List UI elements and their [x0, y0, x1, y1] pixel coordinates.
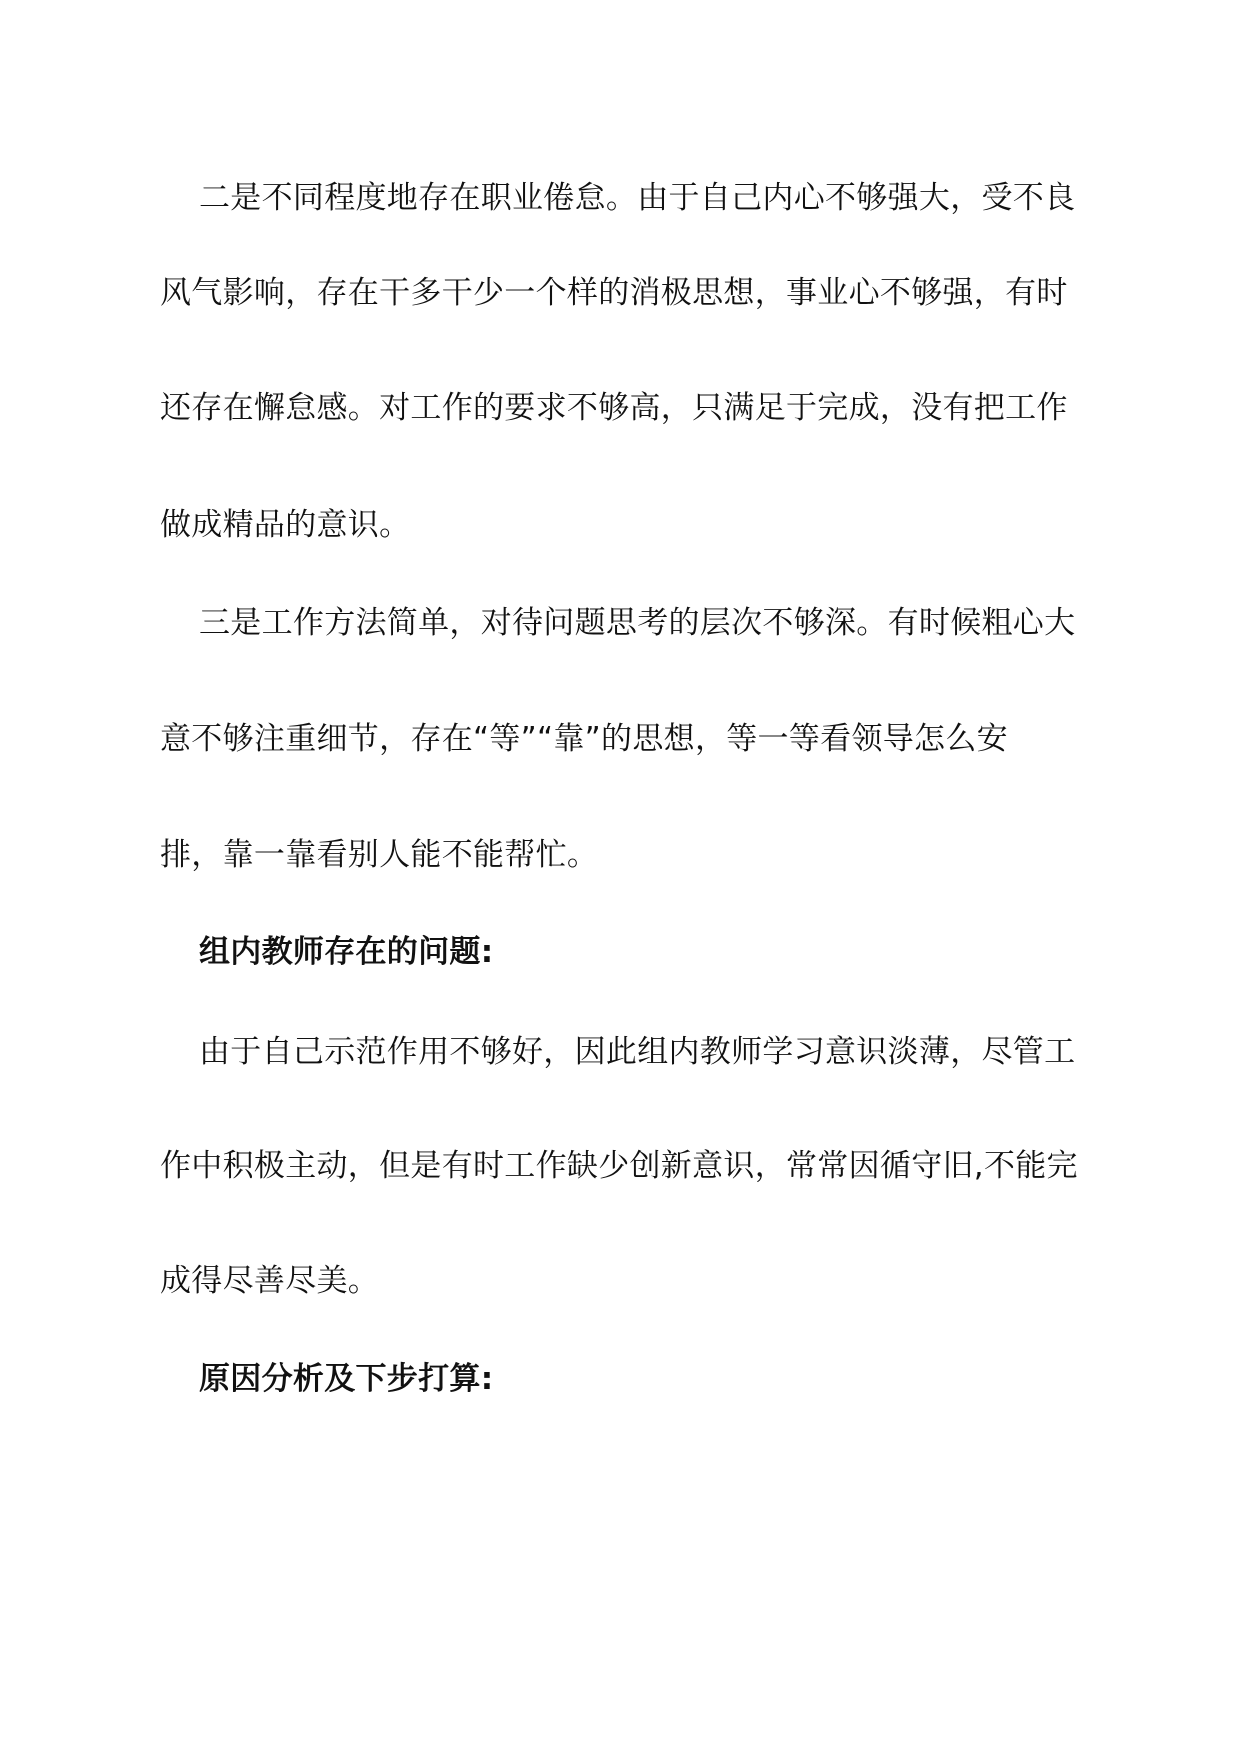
paragraph-line: 二是不同程度地存在职业倦怠。由于自己内心不够强大，受不良: [199, 180, 1076, 216]
paragraph-line: 成得尽善尽美。: [160, 1263, 380, 1299]
section-heading: 组内教师存在的问题:: [199, 934, 494, 970]
paragraph-line: 三是工作方法简单，对待问题思考的层次不够深。有时候粗心大: [199, 605, 1076, 641]
paragraph-line: 作中积极主动，但是有时工作缺少创新意识，常常因循守旧,不能完: [160, 1148, 1078, 1184]
paragraph-line: 做成精品的意识。: [160, 507, 411, 543]
section-heading: 原因分析及下步打算:: [199, 1361, 494, 1397]
paragraph-line: 由于自己示范作用不够好，因此组内教师学习意识淡薄，尽管工: [199, 1034, 1076, 1070]
paragraph-line: 意不够注重细节，存在“等”“靠”的思想，等一等看领导怎么安: [160, 721, 1008, 757]
paragraph-line: 还存在懈怠感。对工作的要求不够高，只满足于完成，没有把工作: [160, 390, 1068, 426]
paragraph-line: 排，靠一靠看别人能不能帮忙。: [160, 837, 599, 873]
paragraph-line: 风气影响，存在干多干少一个样的消极思想，事业心不够强，有时: [160, 275, 1068, 311]
